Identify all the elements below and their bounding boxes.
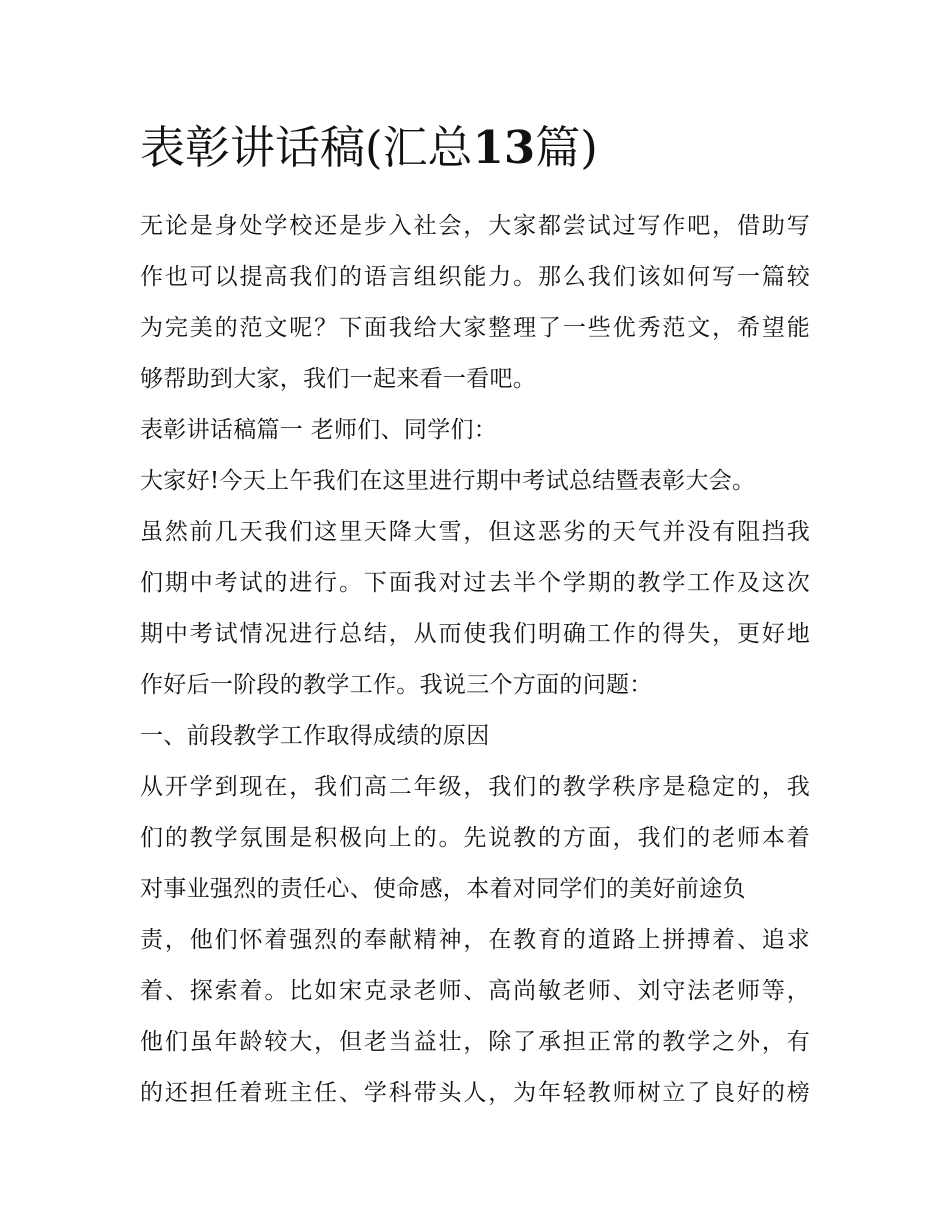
title-prefix: 表彰讲话稿(汇总 bbox=[140, 121, 473, 174]
document-body bbox=[140, 201, 820, 1119]
paragraph-line: 们期中考试的进行。下面我对过去半个学期的教学工作及这次 bbox=[140, 570, 810, 596]
paragraph-line: 责，他们怀着强烈的奉献精神，在教育的道路上拼搏着、追求 bbox=[140, 927, 810, 953]
paragraph-line: 够帮助到大家，我们一起来看一看吧。 bbox=[140, 366, 537, 392]
paragraph-line: 为完美的范文呢？下面我给大家整理了一些优秀范文，希望能 bbox=[140, 315, 810, 341]
section-heading: 表彰讲话稿篇一 老师们、同学们： bbox=[140, 417, 498, 443]
paragraph-line: 的还担任着班主任、学科带头人，为年轻教师树立了良好的榜 bbox=[140, 1080, 810, 1106]
paragraph-line: 对事业强烈的责任心、使命感，本着对同学们的美好前途负 bbox=[140, 876, 746, 902]
paragraph-line: 期中考试情况进行总结，从而使我们明确工作的得失，更好地 bbox=[140, 621, 810, 647]
paragraph-line: 虽然前几天我们这里天降大雪，但这恶劣的天气并没有阻挡我 bbox=[140, 519, 810, 545]
paragraph-line: 作好后一阶段的教学工作。我说三个方面的问题： bbox=[140, 672, 653, 698]
section-heading: 一、前段教学工作取得成绩的原因 bbox=[140, 723, 490, 749]
title-suffix: 篇) bbox=[535, 121, 598, 174]
paragraph-line: 着、探索着。比如宋克录老师、高尚敏老师、刘守法老师等， bbox=[140, 978, 810, 1004]
paragraph-line: 们的教学氛围是积极向上的。先说教的方面，我们的老师本着 bbox=[140, 825, 810, 851]
document-page bbox=[140, 112, 820, 1119]
title-number: 13 bbox=[472, 121, 536, 174]
paragraph-line: 作也可以提高我们的语言组织能力。那么我们该如何写一篇较 bbox=[140, 264, 810, 290]
paragraph-line: 从开学到现在，我们高二年级，我们的教学秩序是稳定的，我 bbox=[140, 774, 810, 800]
paragraph-line: 无论是身处学校还是步入社会，大家都尝试过写作吧，借助写 bbox=[140, 213, 810, 239]
paragraph-line: 大家好!今天上午我们在这里进行期中考试总结暨表彰大会。 bbox=[140, 468, 756, 494]
document-title bbox=[140, 112, 820, 192]
paragraph-line: 他们虽年龄较大，但老当益壮，除了承担正常的教学之外，有 bbox=[140, 1029, 810, 1055]
